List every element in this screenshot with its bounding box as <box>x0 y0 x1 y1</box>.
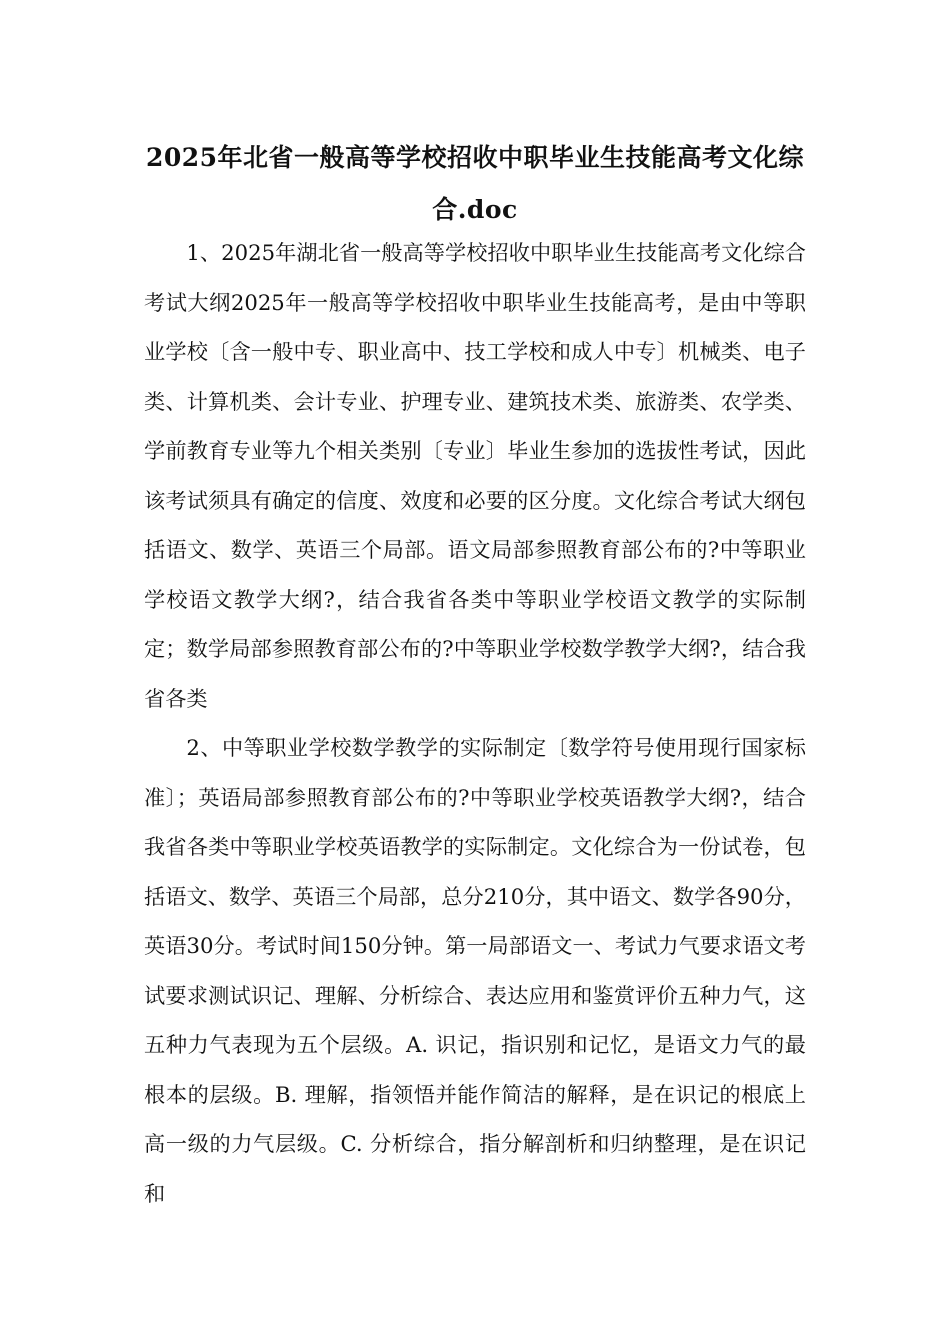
paragraph-1: 1、2025年湖北省一般高等学校招收中职毕业生技能高考文化综合考试大纲2025年一般高等学校招收中职毕业生技能高考，是由中等职业学校〔含一般中专、职业高中、技工学校和成人中专〕机械类、电子类、计算机类、会计专业、护理专业、建筑技术类、旅游类、农学类、学前教育专业等九个相关类别〔专业〕毕业生参加的选拔性考试，因此该考试须具有确定的信度、效度和必要的区分度。文化综合考试大纲包括语文、数学、英语三个局部。语文局部参照教育部公布的?中等职业学校语文教学大纲?，结合我省各类中等职业学校语文教学的实际制定；数学局部参照教育部公布的?中等职业学校数学教学大纲?，结合我省各类 <box>144 240 806 711</box>
paragraph-2: 2、中等职业学校数学教学的实际制定〔数学符号使用现行国家标准〕；英语局部参照教育部公布的?中等职业学校英语教学大纲?，结合我省各类中等职业学校英语教学的实际制定。文化综合为一份试卷，包括语文、数学、英语三个局部，总分210分，其中语文、数学各90分，英语30分。考试时间150分钟。第一局部语文一、考试力气要求语文考试要求测试识记、理解、分析综合、表达应用和鉴赏评价五种力气，这五种力气表现为五个层级。A. 识记，指识别和记忆，是语文力气的最根本的层级。B. 理解，指领悟并能作简洁的解释，是在识记的根底上高一级的力气层级。C. 分析综合，指分解剖析和归纳整理，是在识记和 <box>144 735 806 1206</box>
document-title: 2025年北省一般高等学校招收中职毕业生技能高考文化综合.doc <box>145 143 805 224</box>
document-body <box>144 228 806 1218</box>
